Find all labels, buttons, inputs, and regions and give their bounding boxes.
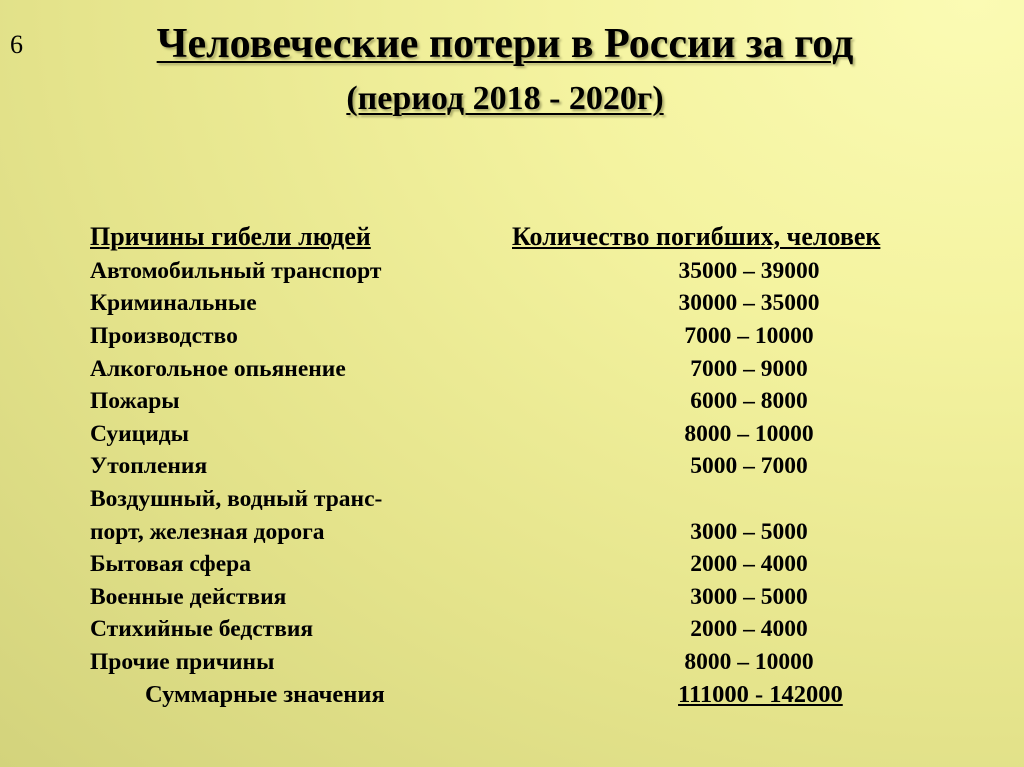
row-count: 2000 – 4000	[690, 616, 808, 643]
row-cause: Бытовая сфера	[90, 551, 251, 578]
page-title: Человеческие потери в России за год	[156, 21, 854, 67]
row-count: 6000 – 8000	[690, 388, 808, 415]
row-cause: Стихийные бедствия	[90, 616, 314, 643]
table-row	[90, 320, 1000, 353]
row-cause: Пожары	[90, 388, 180, 415]
table-row	[90, 385, 1000, 418]
row-count: 35000 – 39000	[678, 257, 820, 284]
row-count: 2000 – 4000	[690, 551, 808, 578]
table-row	[90, 353, 1000, 386]
row-cause: Суициды	[90, 420, 189, 447]
table-row	[90, 581, 1000, 614]
row-count: 8000 – 10000	[684, 648, 814, 675]
row-cause: Военные действия	[90, 583, 287, 610]
table-row	[90, 646, 1000, 679]
table-row	[90, 255, 1000, 288]
row-cause: Криминальные	[90, 290, 257, 317]
row-count: 5000 – 7000	[690, 453, 808, 480]
page-subtitle: (период 2018 - 2020г)	[346, 80, 664, 117]
slide-number: 6	[10, 30, 23, 59]
row-cause: Алкогольное опьянение	[90, 355, 346, 382]
table-row	[90, 288, 1000, 321]
total-count: 111000 - 142000	[678, 681, 843, 709]
table-row	[90, 516, 1000, 549]
header-count: Количество погибших, человек	[512, 222, 881, 251]
row-cause: Прочие причины	[90, 648, 275, 675]
row-count: 7000 – 9000	[690, 355, 808, 382]
table-total-row	[90, 679, 1000, 712]
table-row	[90, 483, 1000, 516]
row-count: 30000 – 35000	[678, 290, 820, 317]
table-row	[90, 548, 1000, 581]
row-cause: Производство	[90, 322, 238, 349]
row-cause: Автомобильный транспорт	[90, 257, 382, 284]
row-count: 8000 – 10000	[684, 420, 814, 447]
row-cause: Утопления	[90, 453, 208, 480]
row-count: 3000 – 5000	[690, 518, 808, 545]
losses-table	[90, 219, 1000, 711]
table-header	[90, 219, 1000, 255]
row-cause: порт, железная дорога	[90, 518, 325, 545]
row-count: 3000 – 5000	[690, 583, 808, 610]
table-row	[90, 418, 1000, 451]
total-label: Суммарные значения	[145, 681, 385, 709]
table-row	[90, 451, 1000, 484]
row-cause: Воздушный, водный транс-	[90, 485, 383, 512]
header-cause: Причины гибели людей	[90, 222, 371, 251]
row-count: 7000 – 10000	[684, 322, 814, 349]
table-row	[90, 614, 1000, 647]
